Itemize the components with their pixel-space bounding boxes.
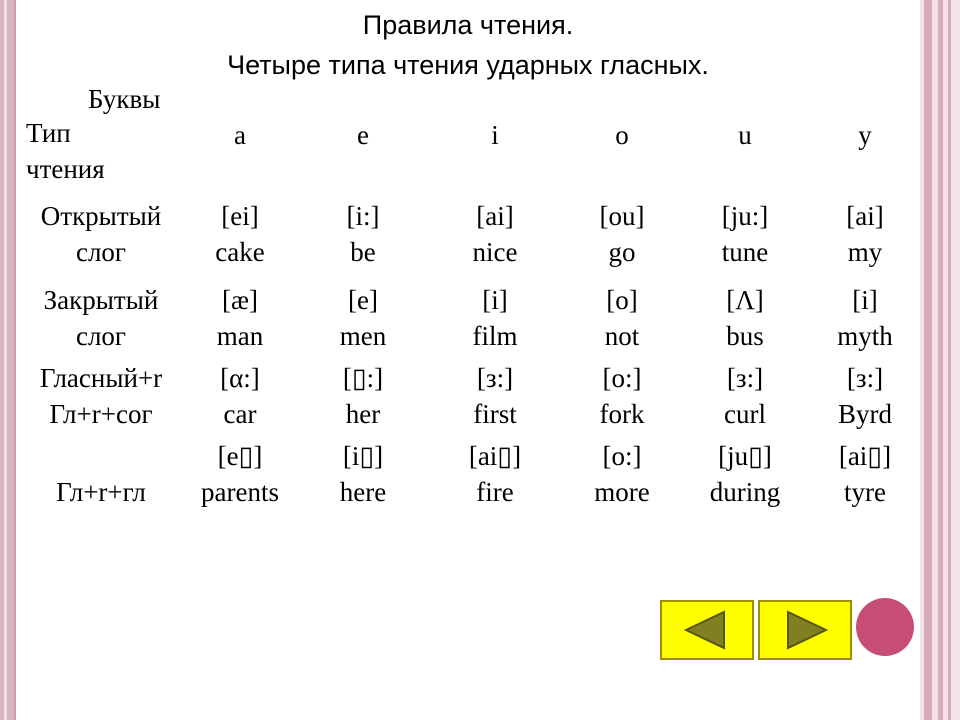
table-cell: [557, 438, 687, 510]
example-word: more: [594, 477, 650, 507]
example-word: myth: [837, 321, 893, 351]
phonetic: [e▯]: [217, 441, 263, 471]
phonetic: [ai]: [846, 201, 884, 231]
example-word: be: [350, 237, 376, 267]
example-word: film: [472, 321, 518, 351]
letter-o: o: [615, 120, 629, 150]
home-circle-button[interactable]: [856, 598, 914, 656]
letter-a: a: [234, 120, 246, 150]
example-word: tune: [721, 237, 769, 267]
row-label-line2: слог: [75, 321, 127, 351]
table-cell: [557, 198, 687, 270]
slide: [16, 0, 920, 720]
example-word: not: [604, 321, 640, 351]
table-cell: [680, 360, 810, 432]
left-frame-border: [0, 0, 16, 720]
row-label-vowel-r: [16, 360, 186, 432]
table-cell: [298, 282, 428, 354]
table-cell: [298, 198, 428, 270]
table-cell: [175, 360, 305, 432]
example-word: Byrd: [838, 399, 892, 429]
phonetic: [i]: [482, 285, 508, 315]
table-cell: [680, 438, 810, 510]
example-word: men: [339, 321, 387, 351]
example-word: curl: [724, 399, 766, 429]
phonetic: [ju:]: [721, 201, 769, 231]
example-word: here: [339, 477, 387, 507]
phonetic: [e]: [348, 285, 378, 315]
row-label-line2: Гл+r+сог: [49, 399, 153, 429]
phonetic: [з:]: [476, 363, 514, 393]
row-label-open: [16, 198, 186, 270]
example-word: cake: [215, 237, 265, 267]
table-cell: [175, 198, 305, 270]
letter-y: y: [858, 120, 872, 150]
example-word: first: [473, 399, 517, 429]
letter-u: u: [738, 120, 752, 150]
example-word: bus: [726, 321, 764, 351]
phonetic: [o:]: [602, 363, 642, 393]
example-word: fire: [476, 477, 514, 507]
row-label-line1: Гласный+r: [39, 363, 163, 393]
back-button[interactable]: [660, 600, 754, 660]
example-word: my: [847, 237, 883, 267]
row-label-line2: Гл+r+гл: [56, 477, 146, 507]
phonetic: [ai▯]: [838, 441, 892, 471]
table-cell: [800, 282, 930, 354]
example-word: fork: [599, 399, 645, 429]
table-cell: [298, 438, 428, 510]
phonetic: [з:]: [726, 363, 764, 393]
example-word: tyre: [844, 477, 886, 507]
phonetic: [o]: [606, 285, 638, 315]
table-cell: [557, 360, 687, 432]
phonetic: [æ]: [222, 285, 258, 315]
phonetic: [ei]: [221, 201, 259, 231]
table-cell: [800, 360, 930, 432]
triangle-left-icon: [686, 612, 724, 648]
example-word: man: [216, 321, 264, 351]
table-cell: [800, 438, 930, 510]
row-label-line1: Закрытый: [43, 285, 159, 315]
example-word: go: [608, 237, 636, 267]
header-type-label: Тип: [26, 118, 71, 148]
header-reading-label: чтения: [26, 154, 105, 184]
row-label-closed: [16, 282, 186, 354]
forward-button[interactable]: [758, 600, 852, 660]
letter-e: e: [357, 120, 369, 150]
phonetic: [i]: [852, 285, 878, 315]
phonetic: [▯:]: [342, 363, 384, 393]
phonetic: [ai]: [476, 201, 514, 231]
title-line-2: Четыре типа чтения ударных гласных.: [227, 50, 709, 80]
phonetic: [з:]: [846, 363, 884, 393]
triangle-right-icon: [788, 612, 826, 648]
example-word: parents: [201, 477, 279, 507]
table-cell: [680, 198, 810, 270]
phonetic: [i▯]: [342, 441, 384, 471]
phonetic: [ju▯]: [718, 441, 772, 471]
table-cell: [430, 360, 560, 432]
example-word: her: [345, 399, 381, 429]
row-label-vowel-r-vowel: [16, 438, 186, 510]
letter-i: i: [491, 120, 499, 150]
header-letters-label: Буквы: [88, 84, 161, 114]
row-label-line1: [16, 438, 186, 474]
phonetic: [ou]: [599, 201, 645, 231]
table-cell: [800, 198, 930, 270]
phonetic: [Λ]: [726, 285, 764, 315]
table-cell: [430, 198, 560, 270]
table-cell: [175, 282, 305, 354]
example-word: during: [709, 477, 781, 507]
phonetic: [α:]: [220, 363, 260, 393]
title-line-1: Правила чтения.: [362, 10, 574, 40]
table-cell: [430, 282, 560, 354]
table-cell: [298, 360, 428, 432]
phonetic: [ai▯]: [468, 441, 522, 471]
phonetic: [i:]: [346, 201, 380, 231]
example-word: nice: [472, 237, 518, 267]
table-cell: [430, 438, 560, 510]
phonetic: [o:]: [602, 441, 642, 471]
table-cell: [557, 282, 687, 354]
example-word: car: [223, 399, 257, 429]
table-cell: [680, 282, 810, 354]
row-label-line1: Открытый: [40, 201, 162, 231]
row-label-line2: слог: [75, 237, 127, 267]
table-cell: [175, 438, 305, 510]
